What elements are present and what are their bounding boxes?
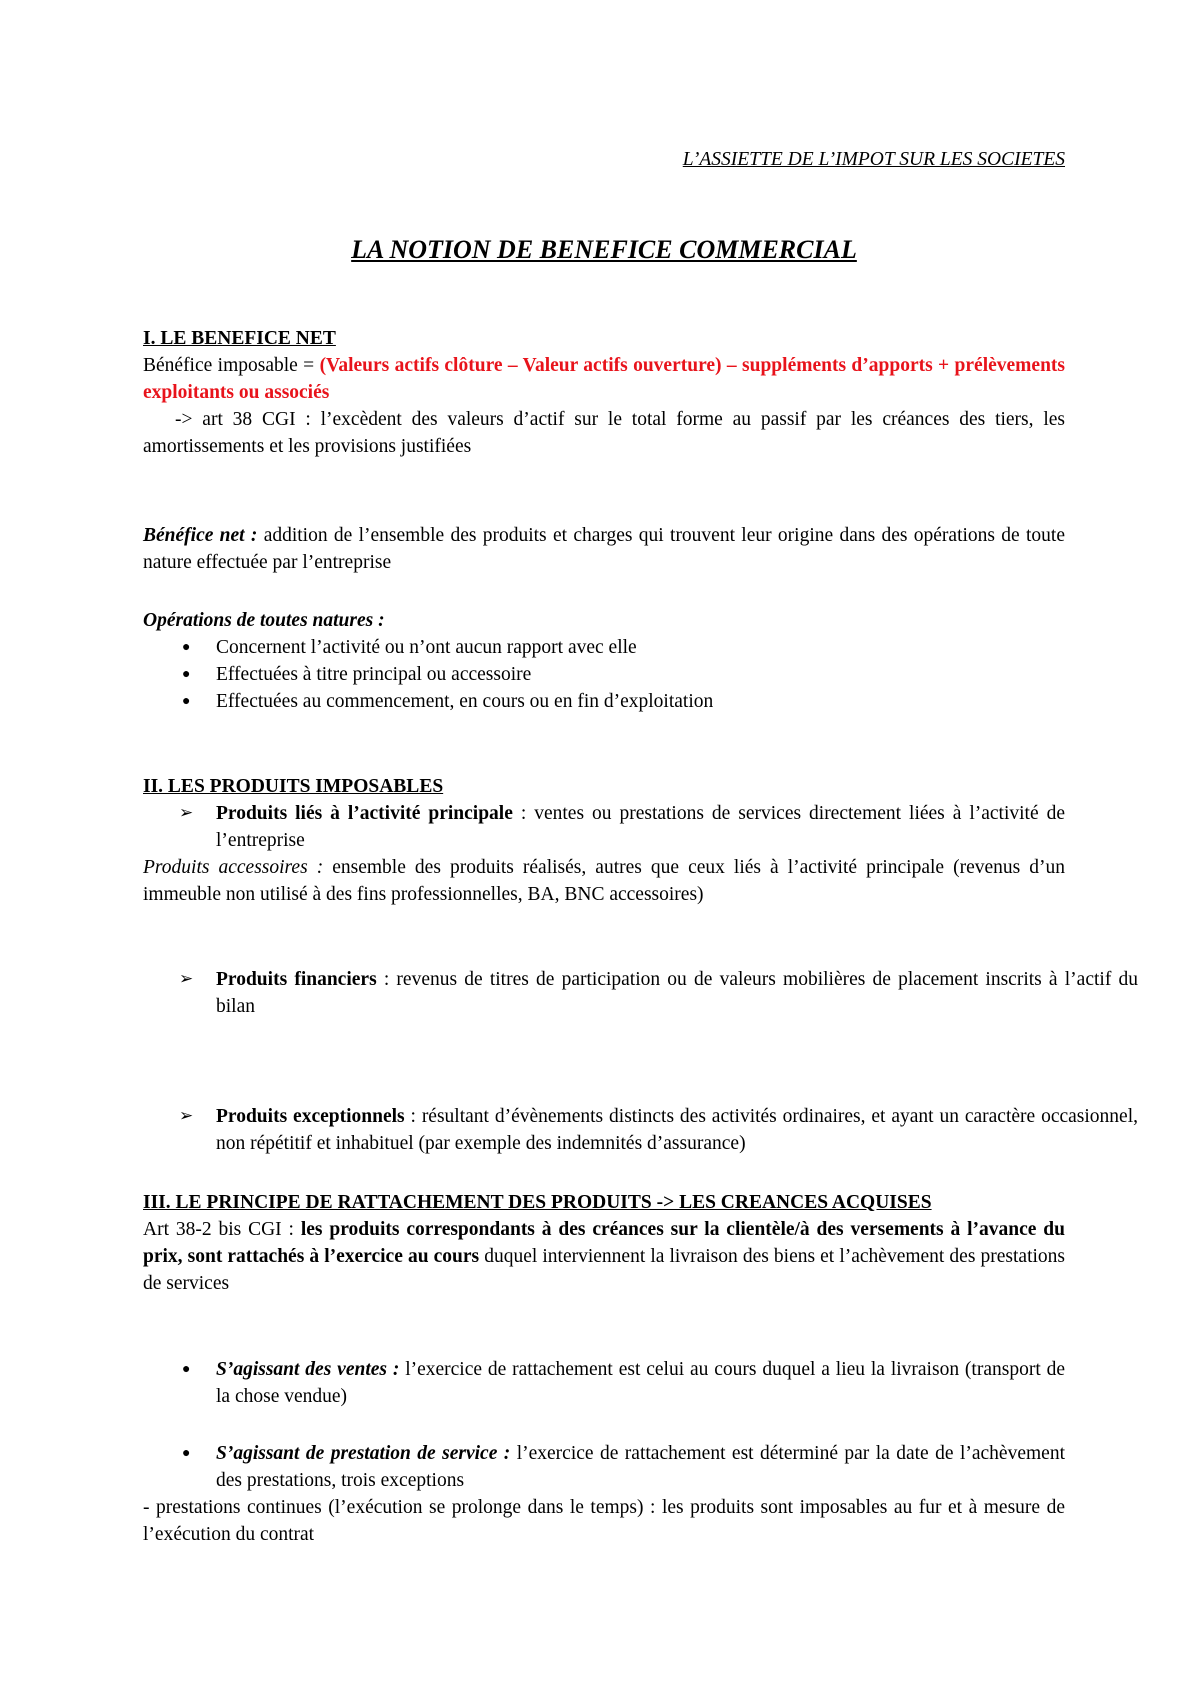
section-3-heading: III. LE PRINCIPE DE RATTACHEMENT DES PRODUITS -> LES CREANCES ACQUISES <box>143 1192 932 1213</box>
continuous-paragraph: - prestations continues (l’exécution se prolonge dans le temps) : les produits sont imposables au fur et à mesure de l’exécution du contrat <box>143 1497 1065 1545</box>
formula-paragraph <box>143 352 1065 406</box>
bullet-icon: ● <box>182 640 191 655</box>
operations-block <box>143 607 1065 715</box>
list-item: ● Effectuées à titre principal ou accessoire <box>143 661 1065 688</box>
product-item-financial: ➢ Produits financiers : revenus de titres de participation ou de valeurs mobilières de placement inscrits à l’actif du bilan <box>143 966 1138 1020</box>
bullet-icon: ● <box>182 667 191 682</box>
list-item: ● Effectuées au commencement, en cours ou en fin d’exploitation <box>143 688 1065 715</box>
product-item-exceptional: ➢ Produits exceptionnels : résultant d’évènements distincts des activités ordinaires, et ayant un caractère occasionnel, non répétitif et inhabituel (par exemple des indemnités d’assurance) <box>143 1103 1138 1157</box>
list-item: ● S’agissant des ventes : l’exercice de rattachement est celui au cours duquel a lieu la livraison (transport de la chose vendue) <box>143 1356 1065 1410</box>
section-2 <box>143 773 1065 908</box>
operations-label: Opérations de toutes natures : <box>143 610 385 631</box>
net-paragraph <box>143 522 1065 576</box>
net-label: Bénéfice net : <box>143 525 258 546</box>
header-title: L’ASSIETTE DE L’IMPOT SUR LES SOCIETES <box>682 149 1065 170</box>
arrow-bullet-icon: ➢ <box>179 969 194 989</box>
net-text: addition de l’ensemble des produits et charges qui trouvent leur origine dans des opérations de toute nature effectuée par l’entreprise <box>143 525 1065 573</box>
section-2-heading: II. LES PRODUITS IMPOSABLES <box>143 776 444 797</box>
arrow-bullet-icon: ➢ <box>179 1106 194 1126</box>
formula-label: Bénéfice imposable = <box>143 355 320 376</box>
arrow-bullet-icon: ➢ <box>179 803 194 823</box>
operations-list <box>143 634 1065 715</box>
main-title: LA NOTION DE BENEFICE COMMERCIAL <box>351 235 857 264</box>
service-item <box>143 1440 1065 1548</box>
section-1-heading: I. LE BENEFICE NET <box>143 328 336 349</box>
list-item: ● S’agissant de prestation de service : l’exercice de rattachement est déterminé par la date de l’achèvement des prestations, trois exceptions <box>143 1440 1065 1494</box>
bullet-icon: ● <box>182 1362 191 1377</box>
list-item: ● Concernent l’activité ou n’ont aucun rapport avec elle <box>143 634 1065 661</box>
art38-2-paragraph: Art 38-2 bis CGI : les produits correspondants à des créances sur la clientèle/à des versements à l’avance du prix, sont rattachés à l’exercice au cours duquel interviennent la livraison des biens et l’achèvement des prestations de services <box>143 1219 1066 1294</box>
bullet-icon: ● <box>182 1446 191 1461</box>
document-page <box>143 0 1138 1545</box>
section-3 <box>143 1189 1065 1297</box>
art38-paragraph: -> art 38 CGI : l’excèdent des valeurs d’actif sur le total forme au passif par les créances des tiers, les amortissements et les provisions justifiées <box>143 409 1065 457</box>
formula-red: (Valeurs actifs clôture – Valeur actifs ouverture) – suppléments d’apports + prélèvements exploitants ou associés <box>143 355 1066 403</box>
product-item-principal: ➢ Produits liés à l’activité principale : ventes ou prestations de services directement liées à l’activité de l’entreprise <box>143 800 1065 854</box>
bullet-icon: ● <box>182 694 191 709</box>
accessory-label: Produits accessoires : <box>143 857 324 878</box>
sales-item <box>143 1356 1065 1410</box>
section-1 <box>143 325 1065 460</box>
accessory-paragraph: Produits accessoires : ensemble des produits réalisés, autres que ceux liés à l’activité principale (revenus d’un immeuble non utilisé à des fins professionnelles, BA, BNC accessoires) <box>143 857 1065 905</box>
